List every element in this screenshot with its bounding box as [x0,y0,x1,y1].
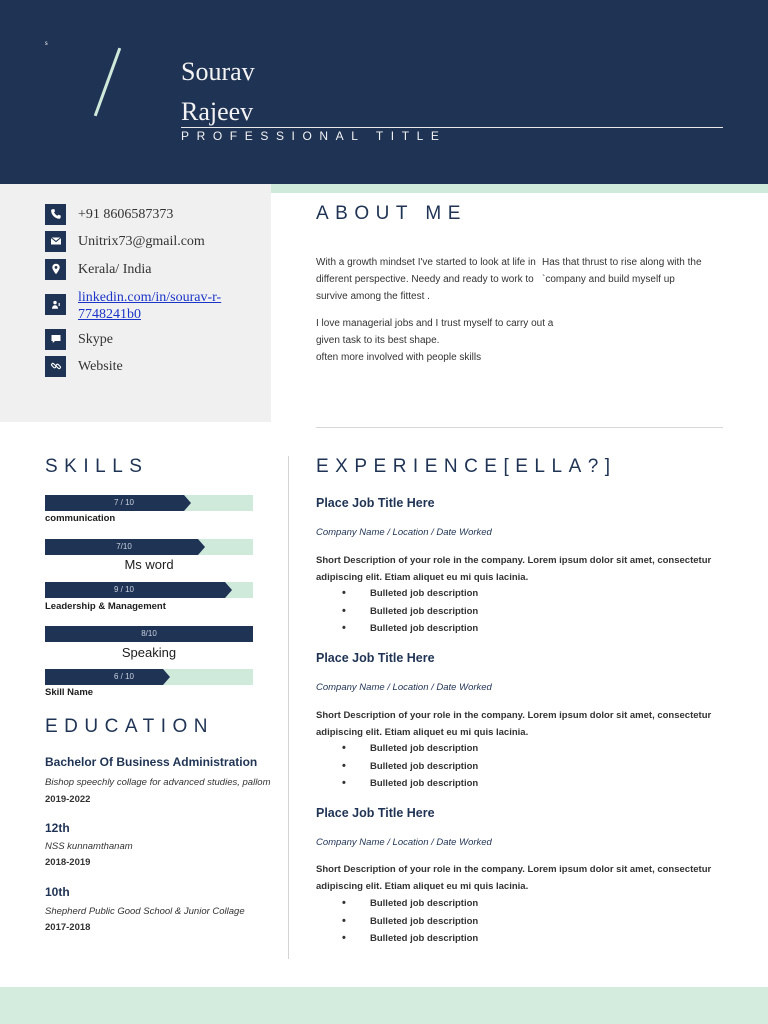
skill-bar [45,582,253,598]
education-degree: 12th [45,821,70,835]
job-company: Company Name / Location / Date Worked [316,527,492,538]
accent-band [271,184,768,193]
column-divider [288,456,289,959]
skill-rating: 7 / 10 [113,498,134,507]
linkedin-link[interactable] [78,289,221,323]
professional-title: PROFESSIONAL TITLE [181,129,447,143]
skill-bar [45,669,253,685]
education-heading: EDUCATION [45,716,214,737]
education-school: Bishop speechly collage for advanced studies, pallom [45,777,271,788]
contact-phone [45,203,173,225]
education-years: 2019-2022 [45,794,91,805]
list-item: • Bulleted job description [342,585,478,603]
email-icon [45,231,66,252]
education-degree: 10th [45,885,70,899]
about-para2-line2: often more involved with people skills [316,352,482,363]
about-para2-line1: I love managerial jobs and I trust myself to carry out a given task to its best shape. [316,318,554,346]
phone-number: +91 8606587373 [78,206,174,222]
last-name: Rajeev [181,97,254,126]
list-item: • Bulleted job description [342,740,478,758]
email-address[interactable]: Unitrix73@gmail.com [78,233,205,249]
location-pin-icon [45,259,66,280]
skill-name: communication [45,513,116,524]
job-title: Place Job Title Here [316,806,435,820]
education-school: NSS kunnamthanam [45,841,133,852]
first-name: Sourav [181,57,255,86]
list-item: • Bulleted job description [342,913,478,931]
job-title: Place Job Title Here [316,496,435,510]
header-mark: s [45,39,48,47]
phone-icon [45,204,66,225]
education-degree: Bachelor Of Business Administration [45,755,258,769]
skill-bar [45,495,253,511]
skill-rating: 6 / 10 [113,672,134,681]
location-text: Kerala/ India [78,261,152,277]
skills-heading: SKILLS [45,456,149,477]
about-text-para2 [316,315,576,366]
job-company: Company Name / Location / Date Worked [316,682,492,693]
job-company: Company Name / Location / Date Worked [316,837,492,848]
skill-rating: 8/10 [141,629,157,638]
contact-email [45,230,205,252]
about-text-col1: With a growth mindset I've started to look at life in different perspective. Needy and ready to work to survive among the fittest . [316,257,536,302]
contact-linkedin[interactable] [45,289,221,323]
education-school: Shepherd Public Good School & Junior Collage [45,906,245,917]
list-item: • Bulleted job description [342,930,478,948]
experience-heading: EXPERIENCE[ELLA?] [316,456,617,477]
job-description: Short Description of your role in the company. Lorem ipsum dolor sit amet, consectetur adipiscing elit. Etiam aliquet eu mi quis lacinia. [316,864,712,892]
linkedin-icon [45,294,66,315]
skill-rating: 7/10 [116,542,132,551]
skill-bar [45,626,253,642]
header-banner [0,0,768,184]
job-description: Short Description of your role in the company. Lorem ipsum dolor sit amet, consectetur adipiscing elit. Etiam aliquet eu mi quis lacinia. [316,555,712,583]
job-bullets [342,740,478,793]
list-item: • Bulleted job description [342,775,478,793]
job-bullets [342,895,478,948]
job-bullets [342,585,478,638]
linkedin-link-line1[interactable]: linkedin.com/in/sourav-r- [78,290,222,305]
contact-location [45,258,151,280]
contact-skype [45,328,113,350]
name-underline [181,127,723,128]
link-icon [45,356,66,377]
education-years: 2017-2018 [45,922,91,933]
skill-name: Leadership & Management [45,601,166,612]
about-text-col2: Has that thrust to rise along with the `company and build myself up [542,257,702,285]
contact-website [45,355,123,377]
education-years: 2018-2019 [45,857,91,868]
list-item: • Bulleted job description [342,895,478,913]
website-text: Website [78,358,123,374]
skype-text: Skype [78,331,113,347]
job-title: Place Job Title Here [316,651,435,665]
skill-name: Speaking [121,645,177,660]
skill-name: Ms word [124,557,174,572]
footer-band [0,987,768,1024]
skill-rating: 9 / 10 [113,585,134,594]
job-description: Short Description of your role in the company. Lorem ipsum dolor sit amet, consectetur adipiscing elit. Etiam aliquet eu mi quis lacinia. [316,710,712,738]
about-heading: ABOUT ME [316,203,467,224]
skill-bar [45,539,253,555]
list-item: • Bulleted job description [342,758,478,776]
list-item: • Bulleted job description [342,603,478,621]
linkedin-link-line2[interactable]: 7748241b0 [78,307,141,322]
chat-icon [45,329,66,350]
about-divider [316,427,723,428]
skill-name: Skill Name [45,687,94,698]
list-item: • Bulleted job description [342,620,478,638]
